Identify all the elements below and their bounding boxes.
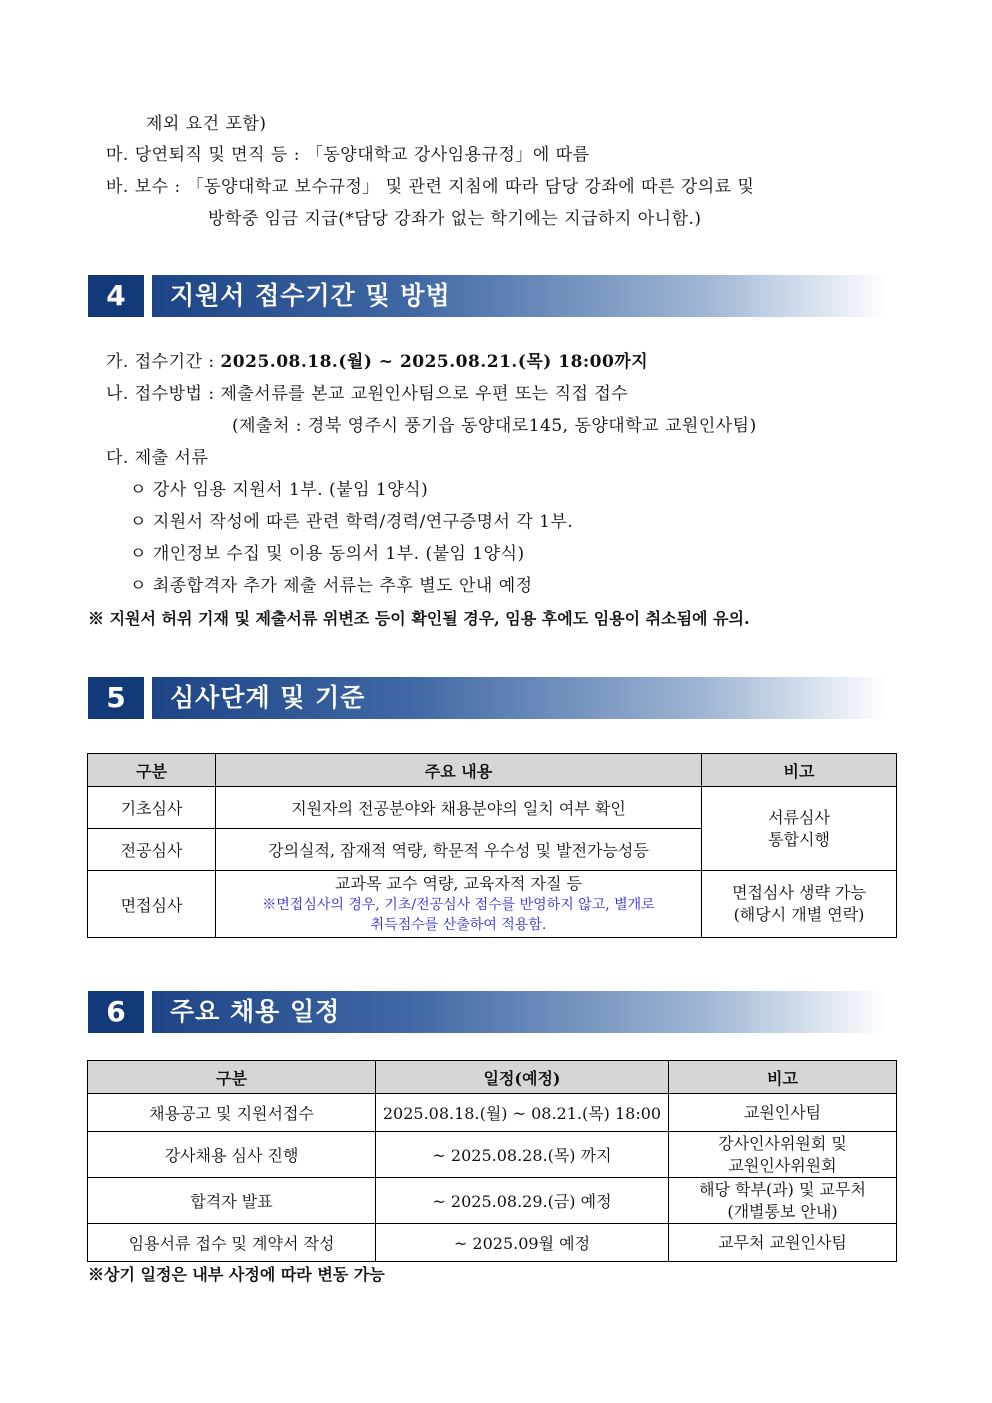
schedule-remark — [669, 1094, 897, 1132]
schedule-item: 강사채용 심사 진행 — [88, 1132, 376, 1178]
review-content: 지원자의 전공분야와 채용분야의 일치 여부 확인 — [216, 787, 702, 829]
section-6-header — [88, 991, 888, 1033]
remark-line: 교원인사위원회 — [728, 1155, 837, 1175]
section-4-header — [88, 275, 888, 317]
schedule-item: 임용서류 접수 및 계약서 작성 — [88, 1224, 376, 1262]
schedule-header-remark: 비고 — [669, 1061, 897, 1094]
remark-line: 강사인사위원회 및 — [718, 1133, 847, 1153]
address-line: (제출처 : 경북 영주시 풍기읍 동양대로145, 동양대학교 교원인사팀) — [232, 416, 757, 436]
schedule-table-header — [88, 1061, 897, 1094]
section-5-bar — [152, 677, 888, 719]
schedule-item: 합격자 발표 — [88, 1178, 376, 1224]
content-line: 교과목 교수 역량, 교육자적 자질 등 — [335, 874, 582, 893]
review-header-content: 주요 내용 — [216, 754, 702, 787]
intro-line-4: 방학중 임금 지급(*담당 강좌가 없는 학기에는 지급하지 아니함.) — [208, 209, 702, 229]
method-line: 나. 접수방법 : 제출서류를 본교 교원인사팀으로 우편 또는 직접 접수 — [106, 384, 629, 404]
interview-note: 취득점수를 산출하여 적용함. — [370, 917, 547, 933]
intro-line-2: 마. 당연퇴직 및 면직 등 : 「동양대학교 강사임용규정」에 따름 — [106, 145, 590, 165]
warning-note: ※ 지원서 허위 기재 및 제출서류 위변조 등이 확인될 경우, 임용 후에도 임용이 취소됨에 유의. — [88, 609, 750, 628]
schedule-remark — [669, 1178, 897, 1224]
doc-item-4: ㅇ 최종합격자 추가 제출 서류는 추후 별도 안내 예정 — [130, 576, 533, 596]
section-5-number: 5 — [88, 677, 144, 719]
doc-item-1: ㅇ 강사 임용 지원서 1부. (붙임 1양식) — [130, 480, 429, 500]
review-stage: 전공심사 — [88, 829, 216, 871]
intro-line-3: 바. 보수 : 「동양대학교 보수규정」 및 관련 지침에 따라 담당 강좌에 따른 강의료 및 — [106, 177, 755, 197]
doc-item-3: ㅇ 개인정보 수집 및 이용 동의서 1부. (붙임 1양식) — [130, 544, 525, 564]
remark-line: (해당시 개별 연락) — [733, 905, 865, 924]
doc-item-2: ㅇ 지원서 작성에 따른 관련 학력/경력/연구증명서 각 1부. — [130, 512, 574, 532]
remark-line: 면접심사 생략 가능 — [732, 883, 866, 902]
remark-line: (개별통보 안내) — [727, 1201, 838, 1221]
review-stage: 기초심사 — [88, 787, 216, 829]
remark-line: 통합시행 — [768, 829, 830, 849]
schedule-header-date: 일정(예정) — [376, 1061, 669, 1094]
schedule-remark — [669, 1224, 897, 1262]
schedule-item: 채용공고 및 지원서접수 — [88, 1094, 376, 1132]
table-row — [88, 1094, 897, 1132]
section-6-title: 주요 채용 일정 — [170, 997, 341, 1026]
review-table-header — [88, 754, 897, 787]
review-remark-merged — [702, 787, 897, 871]
intro-line-1: 제외 요건 포함) — [146, 114, 267, 134]
section-5-title: 심사단계 및 기준 — [170, 683, 366, 712]
section-4-number: 4 — [88, 275, 144, 317]
section-4-title: 지원서 접수기간 및 방법 — [170, 281, 451, 310]
review-remark-interview — [702, 871, 897, 938]
remark-line: 해당 학부(과) 및 교무처 — [699, 1179, 866, 1199]
period-line — [106, 350, 648, 374]
review-header-remark: 비고 — [702, 754, 897, 787]
schedule-remark — [669, 1132, 897, 1178]
remark-line: 서류심사 — [768, 807, 830, 827]
table-row — [88, 787, 897, 829]
section-5-header — [88, 677, 888, 719]
section-6-bar — [152, 991, 888, 1033]
remark-line: 교무처 교원인사팀 — [718, 1232, 847, 1252]
review-content: 강의실적, 잠재적 역량, 학문적 우수성 및 발전가능성등 — [216, 829, 702, 871]
schedule-date: 2025.08.18.(월) ~ 08.21.(목) 18:00 — [376, 1094, 669, 1132]
docs-title: 다. 제출 서류 — [106, 448, 209, 468]
review-header-stage: 구분 — [88, 754, 216, 787]
table-row — [88, 1132, 897, 1178]
table-row — [88, 1224, 897, 1262]
schedule-header-item: 구분 — [88, 1061, 376, 1094]
table-row — [88, 1178, 897, 1224]
period-value: 2025.08.18.(월) ~ 2025.08.21.(목) 18:00까지 — [220, 352, 649, 372]
schedule-table — [87, 1060, 897, 1262]
schedule-date: ~ 2025.08.28.(목) 까지 — [376, 1132, 669, 1178]
period-label: 가. 접수기간 : — [106, 352, 215, 372]
review-table — [87, 753, 897, 938]
table-row — [88, 871, 897, 938]
interview-note: ※면접심사의 경우, 기초/전공심사 점수를 반영하지 않고, 별개로 — [262, 897, 655, 913]
section-4-bar — [152, 275, 888, 317]
section-6-number: 6 — [88, 991, 144, 1033]
review-stage: 면접심사 — [88, 871, 216, 938]
schedule-date: ~ 2025.08.29.(금) 예정 — [376, 1178, 669, 1224]
schedule-footnote: ※상기 일정은 내부 사정에 따라 변동 가능 — [88, 1265, 385, 1284]
schedule-date: ~ 2025.09월 예정 — [376, 1224, 669, 1262]
remark-line: 교원인사팀 — [743, 1102, 822, 1122]
review-content-interview — [216, 871, 702, 938]
